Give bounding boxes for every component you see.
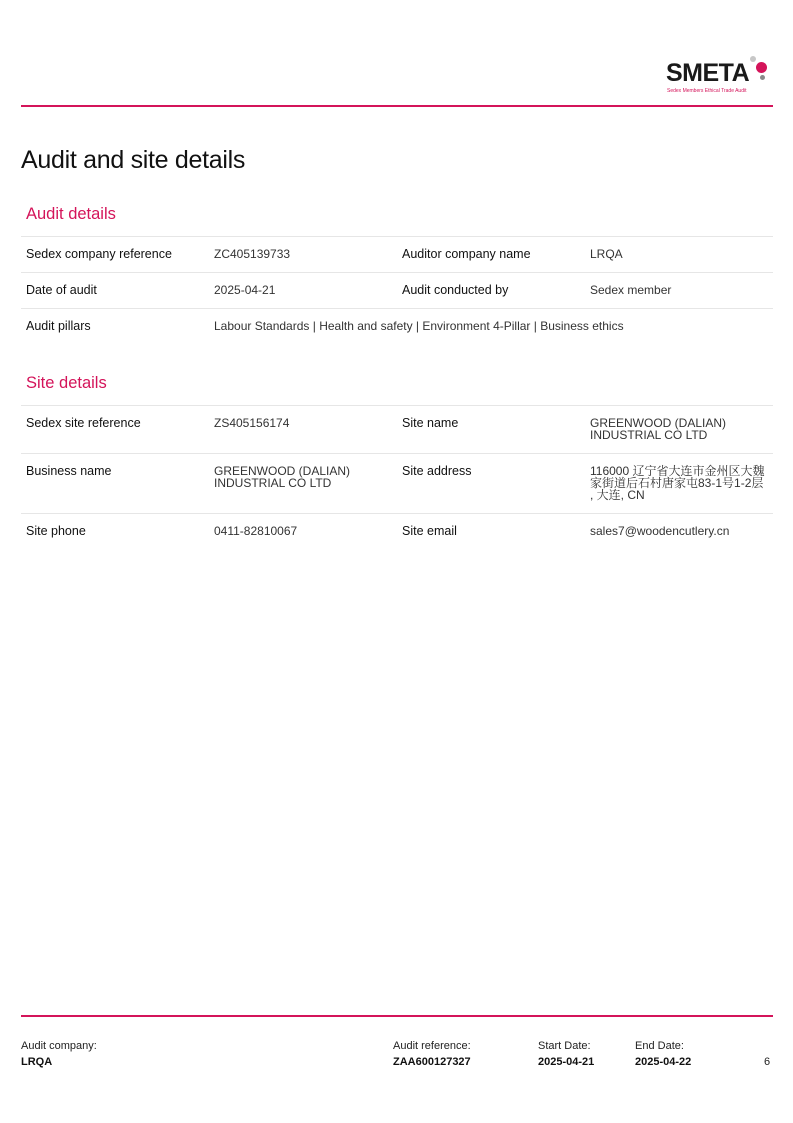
sedex-site-reference-value: ZS405156174 [209,406,397,454]
header-divider [21,105,773,107]
table-row [21,309,773,345]
logo-dot-dark-icon [760,75,765,80]
audit-conducted-by-label: Audit conducted by [397,273,585,309]
business-name-line: INDUSTRIAL CO LTD [214,476,332,490]
site-phone-label: Site phone [21,514,209,550]
footer-audit-company-label: Audit company: [21,1040,97,1052]
site-email-label: Site email [397,514,585,550]
audit-details-table [21,236,773,344]
site-address-value [585,454,773,514]
footer-audit-reference-label: Audit reference: [393,1040,471,1052]
page-title: Audit and site details [21,146,246,174]
date-of-audit-value: 2025-04-21 [209,273,397,309]
footer-start-date-label: Start Date: [538,1040,591,1052]
logo-tagline: Sedex Members Ethical Trade Audit [667,88,747,94]
audit-pillars-value: Labour Standards | Health and safety | Environment 4-Pillar | Business ethics [209,309,773,345]
site-phone-value: 0411-82810067 [209,514,397,550]
logo-text: SMETA [666,59,750,87]
site-address-line: , 大连, CN [590,488,645,502]
sedex-company-reference-value: ZC405139733 [209,237,397,273]
site-address-line: 116000 辽宁省大连市金州区大魏 [590,464,765,478]
logo-dot-grey-icon [750,56,756,62]
date-of-audit-label: Date of audit [21,273,209,309]
site-details-heading: Site details [26,374,107,392]
table-row [21,273,773,309]
auditor-company-name-label: Auditor company name [397,237,585,273]
table-row [21,406,773,454]
footer-audit-company-value: LRQA [21,1056,53,1068]
site-name-value [585,406,773,454]
audit-pillars-label: Audit pillars [21,309,209,345]
business-name-label: Business name [21,454,209,514]
site-address-label: Site address [397,454,585,514]
smeta-logo [666,58,770,98]
business-name-value [209,454,397,514]
footer-end-date-label: End Date: [635,1040,684,1052]
footer-start-date-value: 2025-04-21 [538,1056,595,1068]
footer-end-date-value: 2025-04-22 [635,1056,692,1068]
business-name-line: GREENWOOD (DALIAN) [214,464,351,478]
site-name-line: GREENWOOD (DALIAN) [590,416,727,430]
audit-details-heading: Audit details [26,205,116,223]
site-name-line: INDUSTRIAL CO LTD [590,428,708,442]
site-details-table [21,405,773,549]
logo-dot-pink-icon [756,62,767,73]
table-row [21,237,773,273]
table-row [21,454,773,514]
table-row [21,514,773,550]
audit-conducted-by-value: Sedex member [585,273,773,309]
page-number: 6 [764,1056,771,1068]
site-address-line: 家街道后石村唐家屯83-1号1-2层 [590,476,764,490]
footer-audit-reference-value: ZAA600127327 [393,1056,471,1068]
footer-divider [21,1015,773,1017]
sedex-company-reference-label: Sedex company reference [21,237,209,273]
sedex-site-reference-label: Sedex site reference [21,406,209,454]
site-email-value: sales7@woodencutlery.cn [585,514,773,550]
auditor-company-name-value: LRQA [585,237,773,273]
site-name-label: Site name [397,406,585,454]
